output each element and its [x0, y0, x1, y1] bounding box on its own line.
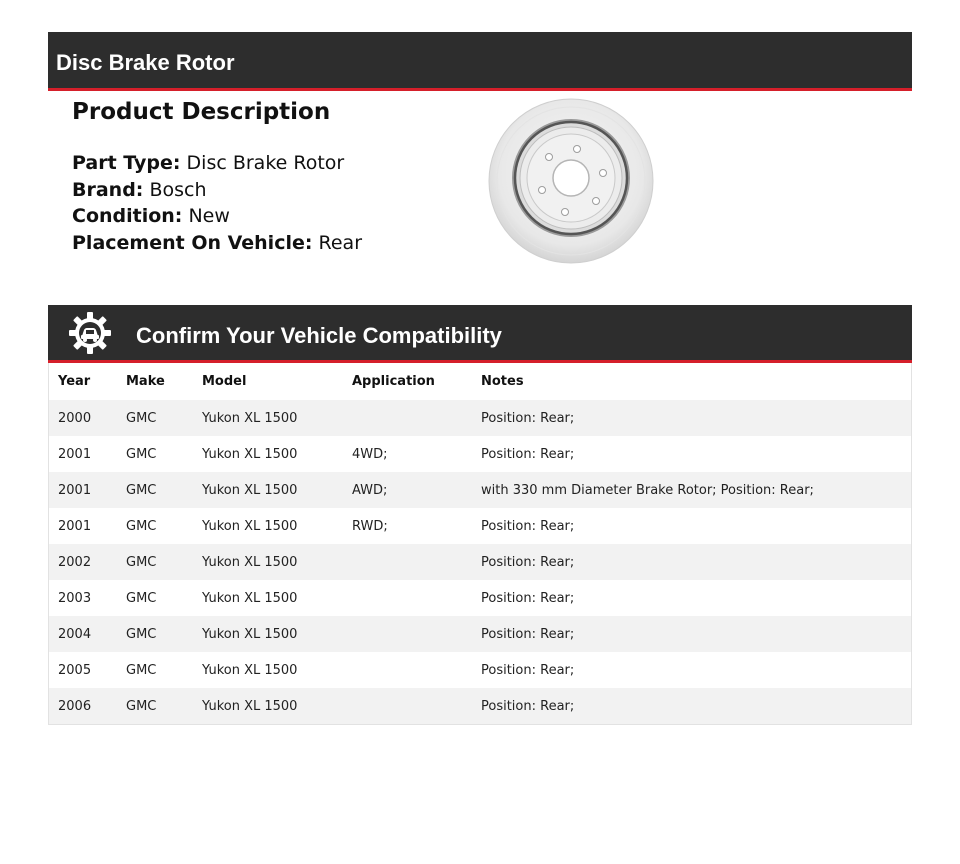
- cell-year: 2002: [58, 554, 92, 570]
- cell-application: [343, 400, 472, 436]
- brake-rotor-graphic: [488, 98, 654, 264]
- cell-application: [343, 544, 472, 580]
- table-row: [49, 580, 911, 616]
- spec-value: Rear: [318, 231, 363, 254]
- table-row: [49, 616, 911, 652]
- cell-application: [343, 580, 472, 616]
- column-header-notes: Notes: [481, 374, 524, 389]
- compatibility-title: Confirm Your Vehicle Compatibility: [136, 323, 502, 348]
- cell-model: Yukon XL 1500: [202, 626, 298, 642]
- cell-notes: Position: Rear;: [481, 446, 575, 462]
- spec-part-type: [72, 150, 452, 177]
- table-row: [49, 508, 911, 544]
- cell-make: GMC: [126, 554, 157, 570]
- spec-label: Part Type:: [72, 152, 181, 174]
- cell-model: Yukon XL 1500: [202, 590, 298, 606]
- gear-car-icon: [69, 312, 111, 354]
- cell-notes: Position: Rear;: [481, 626, 575, 642]
- table-row: [49, 652, 911, 688]
- cell-model: Yukon XL 1500: [202, 662, 298, 678]
- product-description: [72, 96, 452, 256]
- spec-value: Bosch: [149, 178, 207, 201]
- table-row: [49, 544, 911, 580]
- cell-make: GMC: [126, 626, 157, 642]
- spec-value: New: [188, 205, 230, 227]
- cell-model: Yukon XL 1500: [202, 446, 298, 462]
- cell-year: 2001: [58, 446, 92, 462]
- cell-make: GMC: [126, 482, 157, 498]
- cell-make: GMC: [126, 698, 157, 714]
- spec-brand: [72, 177, 452, 204]
- compatibility-table: [48, 363, 912, 725]
- cell-application: [343, 616, 472, 652]
- cell-application: AWD;: [352, 482, 388, 498]
- cell-application: [343, 688, 472, 724]
- title-bar: [48, 32, 912, 91]
- product-description-heading: Product Description: [72, 99, 331, 125]
- cell-year: 2003: [58, 590, 92, 606]
- table-row: [49, 436, 911, 472]
- table-header-row: [49, 363, 911, 400]
- cell-application: 4WD;: [352, 446, 388, 462]
- cell-model: Yukon XL 1500: [202, 698, 298, 714]
- cell-notes: Position: Rear;: [481, 662, 575, 678]
- cell-year: 2005: [58, 662, 92, 678]
- cell-model: Yukon XL 1500: [202, 482, 298, 498]
- cell-year: 2004: [58, 626, 92, 642]
- spec-placement: [72, 230, 452, 257]
- cell-year: 2001: [58, 482, 92, 498]
- cell-notes: Position: Rear;: [481, 590, 575, 606]
- column-header-model: Model: [202, 374, 247, 389]
- cell-make: GMC: [126, 446, 157, 462]
- page-title: Disc Brake Rotor: [56, 50, 235, 75]
- spec-label: Placement On Vehicle:: [72, 231, 313, 254]
- cell-notes: with 330 mm Diameter Brake Rotor; Position: Rear;: [481, 482, 814, 498]
- cell-notes: Position: Rear;: [481, 554, 575, 570]
- table-row: [49, 472, 911, 508]
- spec-condition: [72, 203, 452, 230]
- column-header-make: Make: [126, 374, 165, 389]
- spec-list: [72, 150, 452, 256]
- compatibility-header: [48, 305, 912, 363]
- table-row: [49, 400, 911, 436]
- cell-make: GMC: [126, 662, 157, 678]
- cell-year: 2006: [58, 698, 92, 714]
- cell-notes: Position: Rear;: [481, 518, 575, 534]
- spec-label: Brand:: [72, 178, 144, 201]
- brake-rotor-image: [488, 98, 654, 264]
- column-header-application: Application: [352, 374, 435, 389]
- cell-year: 2000: [58, 410, 92, 426]
- cell-model: Yukon XL 1500: [202, 518, 298, 534]
- table-row: [49, 688, 911, 724]
- cell-model: Yukon XL 1500: [202, 554, 298, 570]
- cell-application: [343, 652, 472, 688]
- cell-notes: Position: Rear;: [481, 698, 575, 714]
- column-header-year: Year: [58, 374, 91, 389]
- cell-notes: Position: Rear;: [481, 410, 575, 426]
- cell-make: GMC: [126, 518, 157, 534]
- cell-make: GMC: [126, 590, 157, 606]
- cell-make: GMC: [126, 410, 157, 426]
- cell-model: Yukon XL 1500: [202, 410, 298, 426]
- cell-year: 2001: [58, 518, 92, 534]
- spec-label: Condition:: [72, 205, 183, 227]
- cell-application: RWD;: [352, 518, 388, 534]
- spec-value: Disc Brake Rotor: [186, 152, 345, 174]
